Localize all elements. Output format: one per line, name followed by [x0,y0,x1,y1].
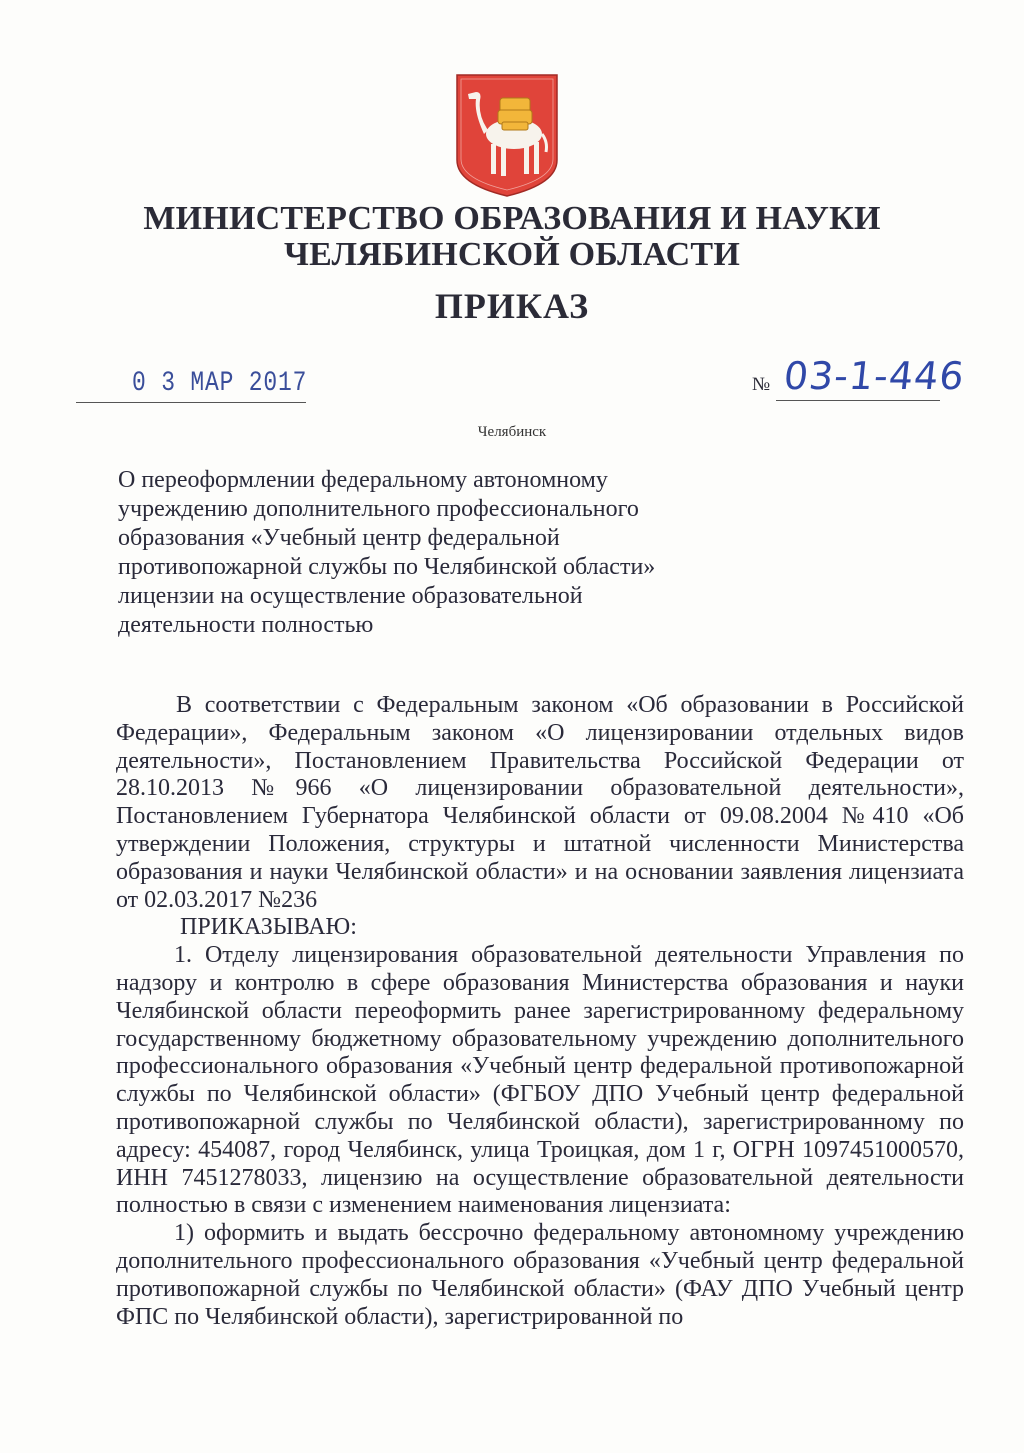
number-sign: № [752,374,771,395]
city-name: Челябинск [477,424,547,440]
subject-line: учреждению дополнительного профессионального [118,496,639,522]
order-body [116,692,964,1331]
preamble-paragraph: В соответствии с Федеральным законом «Об образовании в Российской Федерации», Федеральным законом «О лицензировании отдельных видов деятельности», Постановлением Правительства Российской Федерации от 28.10.2013 №966 «О лицензировании образовательной деятельности», Постановлением Губернатора Челябинской области от 09.08.2004 №410 «Об утверждении Положения, структуры и штатной численности Министерства образования и науки Челябинской области» и на основании заявления лицензиата от 02.03.2017 №236 [116,692,964,913]
date-underline [76,402,306,403]
order-date-stamp: 0 3 МАР 2017 [132,368,308,399]
subject-line: лицензии на осуществление образовательной [118,583,583,609]
chelyabinsk-coat-of-arms-icon [454,72,560,198]
ministry-name-line1: МИНИСТЕРСТВО ОБРАЗОВАНИЯ И НАУКИ [143,200,881,237]
subject-line: противопожарной службы по Челябинской области» [118,554,656,580]
subject-line: деятельности полностью [118,612,374,638]
order-directive-word: ПРИКАЗЫВАЮ: [180,914,357,941]
order-subject [118,466,718,640]
order-subitem-1-1: 1) оформить и выдать бессрочно федеральному автономному учреждению дополнительного профессионального образования «Учебный центр федеральной противопожарной службы по Челябинской области» (ФАУ ДПО Учебный центр ФПС по Челябинской области), зарегистрированной по [116,1220,964,1330]
order-number-handwritten: 03-1-446 [781,354,967,398]
subject-line: О переоформлении федеральному автономному [118,467,608,493]
document-type-title: ПРИКАЗ [434,286,590,326]
subject-line: образования «Учебный центр федеральной [118,525,560,551]
ministry-name-line2: ЧЕЛЯБИНСКОЙ ОБЛАСТИ [284,236,740,273]
number-underline [776,400,940,401]
order-item-1: 1. Отделу лицензирования образовательной деятельности Управления по надзору и контролю в сфере образования Министерства образования и науки Челябинской области переоформить ранее зарегистрированному федеральному государственному бюджетному образовательному учреждению дополнительного профессионального образования «Учебный центр федеральной противопожарной службы по Челябинской области» (ФГБОУ ДПО Учебный центр федеральной противопожарной службы по Челябинской области), зарегистрированному по адресу: 454087, город Челябинск, улица Троицкая, дом 1 г, ОГРН 1097451000570, ИНН 7451278033, лицензию на осуществление образовательной деятельности полностью в связи с изменением наименования лицензиата: [116,942,964,1219]
